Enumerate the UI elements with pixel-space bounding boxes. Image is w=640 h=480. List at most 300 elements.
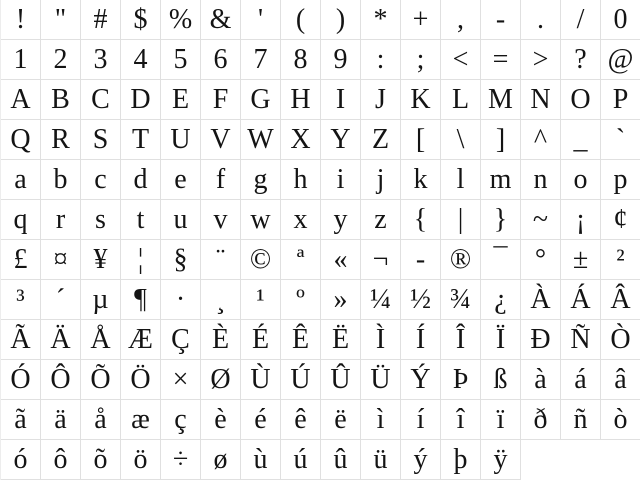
glyph: µ — [92, 283, 109, 315]
glyph-cell[interactable] — [121, 80, 161, 120]
glyph-cell[interactable] — [81, 200, 121, 240]
glyph-cell[interactable] — [521, 240, 561, 280]
glyph-cell[interactable] — [1, 320, 41, 360]
glyph: Ö — [130, 363, 151, 395]
glyph: É — [251, 323, 270, 355]
glyph-cell[interactable] — [401, 360, 441, 400]
glyph-cell[interactable] — [81, 280, 121, 320]
glyph: ° — [534, 243, 547, 275]
glyph-cell[interactable] — [281, 400, 321, 440]
glyph: ¯ — [493, 243, 508, 275]
glyph: ¥ — [93, 243, 108, 275]
glyph-cell[interactable] — [281, 360, 321, 400]
glyph-cell[interactable] — [281, 80, 321, 120]
glyph-cell[interactable] — [481, 120, 521, 160]
glyph: î — [456, 403, 465, 435]
glyph-cell[interactable] — [361, 120, 401, 160]
glyph-cell[interactable] — [401, 280, 441, 320]
glyph-cell[interactable] — [241, 40, 281, 80]
glyph-cell[interactable] — [81, 80, 121, 120]
glyph-cell[interactable] — [121, 280, 161, 320]
glyph: } — [493, 203, 508, 235]
glyph-cell[interactable] — [321, 440, 361, 480]
glyph-cell[interactable] — [81, 40, 121, 80]
glyph-cell[interactable] — [521, 160, 561, 200]
glyph: ¾ — [450, 283, 471, 315]
glyph: o — [573, 163, 588, 195]
glyph-cell[interactable] — [361, 240, 401, 280]
glyph-cell[interactable] — [41, 320, 81, 360]
glyph-cell[interactable] — [441, 240, 481, 280]
glyph-cell[interactable] — [521, 400, 561, 440]
glyph-cell[interactable] — [321, 40, 361, 80]
glyph-cell[interactable] — [441, 320, 481, 360]
glyph: ¤ — [53, 243, 68, 275]
glyph-cell[interactable] — [481, 280, 521, 320]
glyph-cell[interactable] — [441, 0, 481, 40]
glyph-cell[interactable] — [361, 280, 401, 320]
glyph: ë — [334, 403, 347, 435]
glyph: 6 — [213, 43, 228, 75]
glyph-cell[interactable] — [161, 240, 201, 280]
glyph-cell[interactable] — [281, 320, 321, 360]
glyph-cell[interactable] — [481, 400, 521, 440]
glyph-cell[interactable] — [201, 200, 241, 240]
glyph: þ — [453, 443, 468, 475]
glyph-cell[interactable] — [161, 200, 201, 240]
glyph-cell[interactable] — [601, 200, 640, 240]
glyph-cell[interactable] — [601, 80, 640, 120]
glyph: ê — [294, 403, 307, 435]
glyph: . — [537, 3, 544, 35]
glyph-cell[interactable] — [401, 40, 441, 80]
glyph-cell[interactable] — [361, 320, 401, 360]
glyph: D — [130, 83, 151, 115]
glyph: m — [489, 163, 512, 195]
glyph: b — [53, 163, 68, 195]
glyph-cell[interactable] — [241, 440, 281, 480]
glyph: \ — [456, 123, 465, 155]
glyph-cell[interactable] — [121, 160, 161, 200]
glyph: ù — [253, 443, 268, 475]
glyph-cell[interactable] — [1, 80, 41, 120]
glyph: J — [375, 83, 386, 115]
glyph: - — [415, 243, 426, 275]
glyph: [ — [415, 123, 426, 155]
glyph: ½ — [410, 283, 431, 315]
glyph-cell[interactable] — [201, 400, 241, 440]
glyph-cell[interactable] — [81, 400, 121, 440]
glyph: & — [209, 3, 232, 35]
glyph: Û — [330, 363, 351, 395]
glyph-cell[interactable] — [481, 200, 521, 240]
glyph-cell[interactable] — [361, 200, 401, 240]
glyph-cell[interactable] — [201, 120, 241, 160]
glyph: : — [376, 43, 385, 75]
glyph: I — [335, 83, 346, 115]
glyph: T — [131, 123, 150, 155]
glyph-cell[interactable] — [481, 240, 521, 280]
glyph-cell[interactable] — [281, 0, 321, 40]
glyph-cell[interactable] — [161, 40, 201, 80]
glyph-cell[interactable] — [601, 320, 640, 360]
glyph-cell[interactable] — [561, 120, 601, 160]
glyph-cell[interactable] — [201, 40, 241, 80]
glyph: Q — [10, 123, 31, 155]
glyph-cell[interactable] — [521, 80, 561, 120]
glyph-cell[interactable] — [321, 200, 361, 240]
glyph-cell[interactable] — [241, 360, 281, 400]
glyph-cell[interactable] — [241, 240, 281, 280]
glyph-cell[interactable] — [601, 40, 640, 80]
glyph-cell[interactable] — [161, 440, 201, 480]
glyph-cell[interactable] — [561, 360, 601, 400]
glyph-cell[interactable] — [441, 440, 481, 480]
glyph-cell[interactable] — [41, 400, 81, 440]
glyph: 1 — [13, 43, 28, 75]
empty-cell — [521, 440, 561, 480]
glyph: Ã — [10, 323, 31, 355]
glyph: L — [451, 83, 470, 115]
glyph-cell[interactable] — [281, 440, 321, 480]
glyph-cell[interactable] — [1, 200, 41, 240]
glyph-cell[interactable] — [1, 280, 41, 320]
glyph: ä — [54, 403, 67, 435]
glyph-cell[interactable] — [361, 40, 401, 80]
glyph-cell[interactable] — [121, 320, 161, 360]
glyph-cell[interactable] — [81, 240, 121, 280]
glyph: s — [95, 203, 106, 235]
glyph-cell[interactable] — [281, 200, 321, 240]
glyph-cell[interactable] — [121, 200, 161, 240]
glyph: ¨ — [215, 243, 226, 275]
glyph: Ä — [50, 323, 71, 355]
glyph-cell[interactable] — [1, 40, 41, 80]
glyph-cell[interactable] — [41, 120, 81, 160]
glyph-cell[interactable] — [81, 120, 121, 160]
glyph: 8 — [293, 43, 308, 75]
glyph-cell[interactable] — [401, 320, 441, 360]
glyph-cell[interactable] — [241, 120, 281, 160]
glyph-cell[interactable] — [401, 120, 441, 160]
glyph: ³ — [16, 283, 25, 315]
glyph-cell[interactable] — [81, 160, 121, 200]
glyph-cell[interactable] — [601, 360, 640, 400]
glyph-cell[interactable] — [401, 80, 441, 120]
glyph-cell[interactable] — [561, 80, 601, 120]
glyph-cell[interactable] — [601, 160, 640, 200]
glyph-cell[interactable] — [441, 80, 481, 120]
glyph-cell[interactable] — [521, 120, 561, 160]
glyph: æ — [131, 403, 150, 435]
glyph-cell[interactable] — [201, 240, 241, 280]
glyph-cell[interactable] — [521, 320, 561, 360]
glyph: G — [250, 83, 271, 115]
glyph-cell[interactable] — [561, 280, 601, 320]
glyph-cell[interactable] — [1, 120, 41, 160]
glyph: 9 — [333, 43, 348, 75]
glyph-cell[interactable] — [401, 160, 441, 200]
glyph: á — [574, 363, 587, 395]
glyph: ? — [574, 43, 587, 75]
glyph-cell[interactable] — [601, 240, 640, 280]
glyph-cell[interactable] — [441, 360, 481, 400]
glyph-cell[interactable] — [441, 400, 481, 440]
glyph-cell[interactable] — [41, 360, 81, 400]
glyph-cell[interactable] — [441, 280, 481, 320]
glyph-cell[interactable] — [321, 80, 361, 120]
glyph: ^ — [533, 123, 548, 155]
glyph: B — [51, 83, 70, 115]
glyph-cell[interactable] — [121, 440, 161, 480]
glyph: ú — [293, 443, 308, 475]
glyph: · — [175, 283, 186, 315]
glyph-cell[interactable] — [401, 240, 441, 280]
glyph-cell[interactable] — [81, 360, 121, 400]
glyph-cell[interactable] — [321, 320, 361, 360]
glyph-cell[interactable] — [601, 0, 640, 40]
glyph-cell[interactable] — [481, 160, 521, 200]
glyph: ¢ — [613, 203, 628, 235]
glyph: A — [10, 83, 31, 115]
glyph: r — [55, 203, 66, 235]
glyph-cell[interactable] — [201, 0, 241, 40]
glyph-cell[interactable] — [121, 240, 161, 280]
glyph-cell[interactable] — [401, 440, 441, 480]
glyph-cell[interactable] — [321, 360, 361, 400]
glyph: _ — [573, 123, 588, 155]
glyph-cell[interactable] — [121, 0, 161, 40]
glyph-cell[interactable] — [41, 80, 81, 120]
glyph-cell[interactable] — [281, 120, 321, 160]
glyph-cell[interactable] — [121, 120, 161, 160]
glyph: Ý — [410, 363, 431, 395]
glyph-cell[interactable] — [601, 400, 640, 440]
glyph-cell[interactable] — [441, 40, 481, 80]
glyph: ¶ — [134, 283, 147, 315]
glyph-cell[interactable] — [481, 440, 521, 480]
glyph: Ü — [370, 363, 391, 395]
glyph-cell[interactable] — [121, 40, 161, 80]
glyph-cell[interactable] — [121, 400, 161, 440]
glyph-cell[interactable] — [41, 240, 81, 280]
glyph-cell[interactable] — [441, 160, 481, 200]
glyph-cell[interactable] — [561, 400, 601, 440]
glyph-cell[interactable] — [241, 280, 281, 320]
glyph-cell[interactable] — [241, 400, 281, 440]
glyph-cell[interactable] — [201, 320, 241, 360]
glyph-cell[interactable] — [401, 200, 441, 240]
glyph: p — [613, 163, 628, 195]
glyph-cell[interactable] — [161, 120, 201, 160]
glyph: z — [374, 203, 387, 235]
glyph-cell[interactable] — [201, 360, 241, 400]
glyph-cell[interactable] — [321, 160, 361, 200]
glyph-cell[interactable] — [161, 280, 201, 320]
glyph: H — [290, 83, 311, 115]
glyph: u — [173, 203, 188, 235]
glyph-cell[interactable] — [441, 120, 481, 160]
glyph-cell[interactable] — [201, 440, 241, 480]
glyph: ] — [495, 123, 506, 155]
glyph: â — [614, 363, 627, 395]
glyph: f — [215, 163, 226, 195]
glyph-cell[interactable] — [481, 80, 521, 120]
glyph: ¼ — [370, 283, 391, 315]
glyph-cell[interactable] — [281, 40, 321, 80]
glyph: t — [136, 203, 145, 235]
glyph-cell[interactable] — [481, 40, 521, 80]
glyph-cell[interactable] — [241, 160, 281, 200]
glyph: Ð — [530, 323, 551, 355]
glyph: 0 — [613, 3, 628, 35]
glyph-cell[interactable] — [201, 80, 241, 120]
glyph: x — [293, 203, 308, 235]
glyph: ¸ — [215, 283, 226, 315]
glyph: { — [413, 203, 428, 235]
glyph: õ — [93, 443, 108, 475]
glyph-cell[interactable] — [41, 440, 81, 480]
glyph: * — [373, 3, 388, 35]
glyph-cell[interactable] — [361, 360, 401, 400]
glyph-cell[interactable] — [161, 320, 201, 360]
glyph: Î — [455, 323, 466, 355]
glyph: ~ — [532, 203, 549, 235]
glyph: à — [534, 363, 547, 395]
glyph: ± — [572, 243, 589, 275]
glyph-cell[interactable] — [521, 40, 561, 80]
glyph-cell[interactable] — [601, 280, 640, 320]
glyph-cell[interactable] — [401, 0, 441, 40]
glyph-cell[interactable] — [201, 280, 241, 320]
glyph-cell[interactable] — [241, 320, 281, 360]
glyph: % — [168, 3, 193, 35]
glyph: ÿ — [493, 443, 508, 475]
glyph: n — [533, 163, 548, 195]
glyph-cell[interactable] — [81, 0, 121, 40]
glyph: @ — [607, 43, 634, 75]
glyph: , — [457, 3, 464, 35]
glyph: | — [457, 203, 464, 235]
glyph: i — [336, 163, 345, 195]
glyph: é — [254, 403, 267, 435]
empty-cell — [601, 440, 640, 480]
glyph-cell[interactable] — [481, 360, 521, 400]
glyph-cell[interactable] — [561, 200, 601, 240]
glyph: Ô — [50, 363, 71, 395]
glyph-cell[interactable] — [321, 400, 361, 440]
glyph-cell[interactable] — [121, 360, 161, 400]
glyph-cell[interactable] — [521, 200, 561, 240]
glyph-cell[interactable] — [41, 40, 81, 80]
glyph-cell[interactable] — [321, 240, 361, 280]
glyph-cell[interactable] — [361, 160, 401, 200]
glyph-cell[interactable] — [601, 120, 640, 160]
glyph-cell[interactable] — [321, 280, 361, 320]
glyph-cell[interactable] — [81, 440, 121, 480]
glyph-cell[interactable] — [481, 0, 521, 40]
glyph-cell[interactable] — [161, 80, 201, 120]
glyph-cell[interactable] — [1, 360, 41, 400]
glyph: # — [93, 3, 108, 35]
glyph: d — [133, 163, 148, 195]
glyph: Á — [570, 283, 591, 315]
glyph: ý — [413, 443, 428, 475]
glyph-cell[interactable] — [41, 200, 81, 240]
glyph-cell[interactable] — [481, 320, 521, 360]
glyph: Ú — [290, 363, 311, 395]
glyph-cell[interactable] — [321, 0, 361, 40]
glyph-cell[interactable] — [1, 240, 41, 280]
glyph-cell[interactable] — [1, 440, 41, 480]
glyph: Í — [415, 323, 426, 355]
glyph-cell[interactable] — [81, 320, 121, 360]
glyph-cell[interactable] — [161, 0, 201, 40]
glyph: 4 — [133, 43, 148, 75]
glyph-cell[interactable] — [561, 240, 601, 280]
glyph-cell[interactable] — [441, 200, 481, 240]
glyph-cell[interactable] — [1, 160, 41, 200]
glyph-cell[interactable] — [561, 320, 601, 360]
glyph: > — [532, 43, 549, 75]
glyph-cell[interactable] — [321, 120, 361, 160]
glyph-cell[interactable] — [281, 280, 321, 320]
glyph: Z — [371, 123, 390, 155]
glyph: ü — [373, 443, 388, 475]
glyph-cell[interactable] — [161, 400, 201, 440]
glyph-cell[interactable] — [361, 0, 401, 40]
glyph-cell[interactable] — [1, 400, 41, 440]
glyph: g — [253, 163, 268, 195]
glyph-cell[interactable] — [521, 360, 561, 400]
glyph-cell[interactable] — [401, 400, 441, 440]
glyph-cell[interactable] — [361, 440, 401, 480]
glyph: Ì — [375, 323, 386, 355]
glyph-cell[interactable] — [521, 280, 561, 320]
glyph-cell[interactable] — [521, 0, 561, 40]
glyph-cell[interactable] — [281, 160, 321, 200]
glyph: è — [214, 403, 227, 435]
glyph: Ç — [171, 323, 190, 355]
glyph-cell[interactable] — [201, 160, 241, 200]
glyph-cell[interactable] — [161, 360, 201, 400]
glyph-cell[interactable] — [561, 40, 601, 80]
glyph: a — [14, 163, 27, 195]
glyph: K — [410, 83, 431, 115]
glyph: M — [488, 83, 513, 115]
glyph: v — [213, 203, 228, 235]
glyph-cell[interactable] — [41, 160, 81, 200]
glyph-cell[interactable] — [361, 400, 401, 440]
glyph: ; — [416, 43, 425, 75]
glyph: ñ — [573, 403, 588, 435]
glyph: ò — [613, 403, 628, 435]
glyph-cell[interactable] — [161, 160, 201, 200]
glyph-cell[interactable] — [561, 160, 601, 200]
glyph-cell[interactable] — [41, 280, 81, 320]
glyph: + — [412, 3, 429, 35]
glyph-cell[interactable] — [561, 0, 601, 40]
glyph: U — [170, 123, 191, 155]
glyph-cell[interactable] — [361, 80, 401, 120]
glyph-cell[interactable] — [241, 200, 281, 240]
glyph-cell[interactable] — [41, 0, 81, 40]
glyph-cell[interactable] — [1, 0, 41, 40]
glyph-cell[interactable] — [241, 0, 281, 40]
glyph-cell[interactable] — [281, 240, 321, 280]
glyph: P — [612, 83, 629, 115]
glyph-cell[interactable] — [241, 80, 281, 120]
